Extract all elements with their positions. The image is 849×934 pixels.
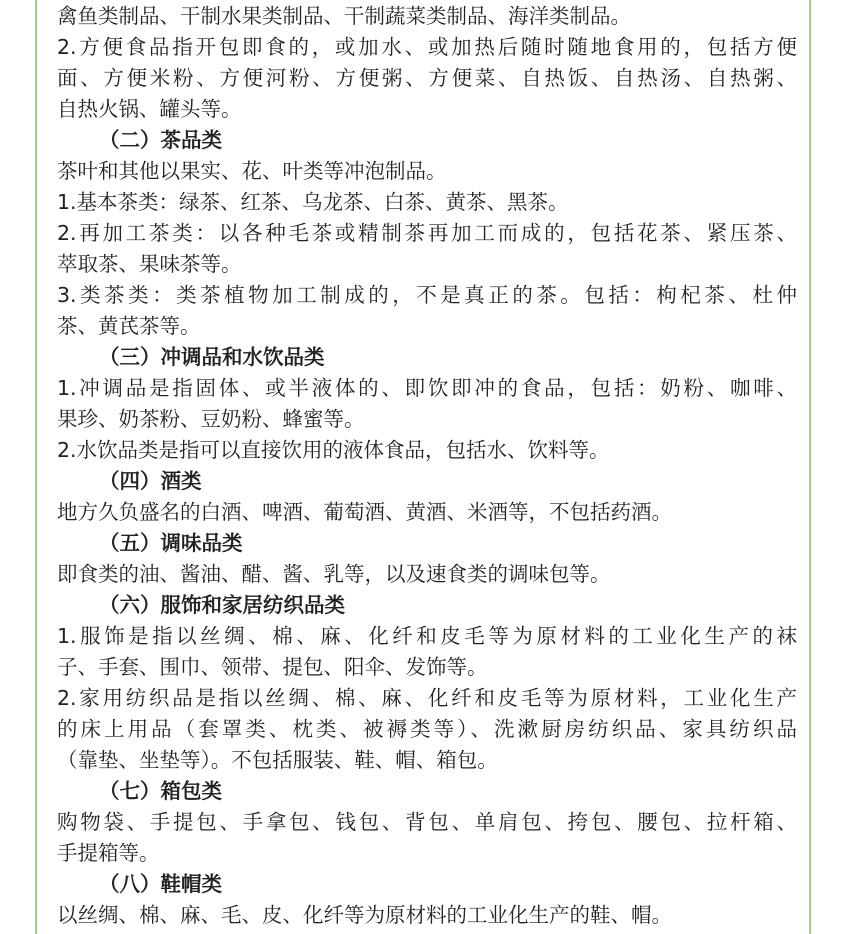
text-line: 地方久负盛名的白酒、啤酒、葡萄酒、黄酒、米酒等，不包括药酒。 bbox=[57, 500, 672, 524]
section-heading: （三）冲调品和水饮品类 bbox=[99, 345, 325, 369]
text-line: 即食类的油、酱油、醋、酱、乳等，以及速食类的调味包等。 bbox=[57, 562, 611, 586]
text-line: 2.方便食品指开包即食的，或加水、或加热后随时随地食用的，包括方便 bbox=[57, 35, 797, 59]
document-frame bbox=[35, 0, 811, 934]
paragraph bbox=[57, 32, 797, 125]
text-line: 2.家用纺织品是指以丝绸、棉、麻、化纤和皮毛等为原材料，工业化生产 bbox=[57, 686, 797, 710]
text-line: 萃取茶、果味茶等。 bbox=[57, 252, 242, 276]
section-heading: （八）鞋帽类 bbox=[99, 872, 222, 896]
paragraph bbox=[57, 559, 797, 590]
paragraph bbox=[57, 497, 797, 528]
paragraph bbox=[57, 683, 797, 776]
text-line: 禽鱼类制品、干制水果类制品、干制蔬菜类制品、海洋类制品。 bbox=[57, 4, 631, 28]
text-line: 2.再加工茶类：以各种毛茶或精制茶再加工而成的，包括花茶、紧压茶、 bbox=[57, 221, 797, 245]
text-line: 购物袋、手提包、手拿包、钱包、背包、单肩包、挎包、腰包、拉杆箱、 bbox=[57, 810, 797, 834]
section-heading: （二）茶品类 bbox=[99, 128, 222, 152]
text-line: 1.服饰是指以丝绸、棉、麻、化纤和皮毛等为原材料的工业化生产的袜 bbox=[57, 624, 797, 648]
text-line: 手提箱等。 bbox=[57, 841, 160, 865]
text-line: 子、手套、围巾、领带、提包、阳伞、发饰等。 bbox=[57, 655, 488, 679]
text-line: （靠垫、坐垫等）。不包括服装、鞋、帽、箱包。 bbox=[57, 748, 498, 772]
text-line: 茶、黄芪茶等。 bbox=[57, 314, 201, 338]
text-line: 以丝绸、棉、麻、毛、皮、化纤等为原材料的工业化生产的鞋、帽。 bbox=[57, 903, 672, 927]
paragraph bbox=[57, 900, 797, 931]
text-line: 3.类茶类：类茶植物加工制成的，不是真正的茶。包括：枸杞茶、杜仲 bbox=[57, 283, 797, 307]
text-line: 茶叶和其他以果实、花、叶类等冲泡制品。 bbox=[57, 159, 447, 183]
paragraph bbox=[57, 218, 797, 280]
text-line: 1.冲调品是指固体、或半液体的、即饮即冲的食品，包括：奶粉、咖啡、 bbox=[57, 376, 797, 400]
text-line: 面、方便米粉、方便河粉、方便粥、方便菜、自热饭、自热汤、自热粥、 bbox=[57, 66, 797, 90]
text-line: 果珍、奶茶粉、豆奶粉、蜂蜜等。 bbox=[57, 407, 365, 431]
paragraph bbox=[57, 280, 797, 342]
document-body bbox=[57, 1, 797, 931]
paragraph bbox=[57, 187, 797, 218]
text-line: 2.水饮品类是指可以直接饮用的液体食品，包括水、饮料等。 bbox=[57, 438, 610, 462]
paragraph bbox=[57, 156, 797, 187]
section-heading: （五）调味品类 bbox=[99, 531, 243, 555]
paragraph bbox=[57, 807, 797, 869]
text-line: 自热火锅、罐头等。 bbox=[57, 97, 242, 121]
text-line: 的床上用品（套罩类、枕类、被褥类等）、洗漱厨房纺织品、家具纺织品 bbox=[57, 717, 797, 741]
paragraph bbox=[57, 435, 797, 466]
text-line: 1.基本茶类：绿茶、红茶、乌龙茶、白茶、黄茶、黑茶。 bbox=[57, 190, 569, 214]
section-heading: （四）酒类 bbox=[99, 469, 202, 493]
section-heading: （六）服饰和家居纺织品类 bbox=[99, 593, 345, 617]
section-heading: （七）箱包类 bbox=[99, 779, 222, 803]
paragraph bbox=[57, 373, 797, 435]
paragraph bbox=[57, 1, 797, 32]
paragraph bbox=[57, 621, 797, 683]
